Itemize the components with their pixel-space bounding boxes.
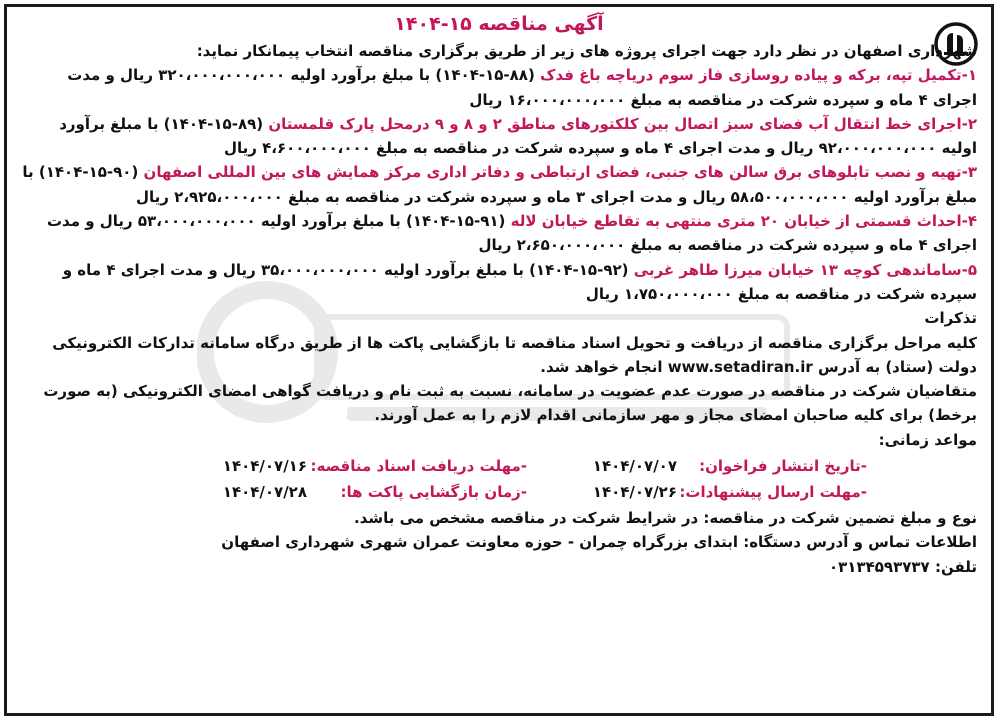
project-heading-5: ۵-ساماندهی کوچه ۱۳ خیابان میرزا طاهر غربی — [633, 260, 977, 279]
phone-text: تلفن: ۰۳۱۳۴۵۹۳۷۳۷ — [829, 557, 977, 576]
ad-content — [21, 11, 977, 579]
schedule-row-1 — [21, 454, 977, 480]
project-heading-2: ۲-اجرای خط انتقال آب فضای سبز اتصال بین کلکتورهای مناطق ۲ و ۸ و ۹ درمحل پارک قلمستان — [268, 114, 977, 133]
schedule-heading: مواعد زمانی: — [878, 430, 977, 449]
project-body-4: (۹۱-۱۵-۱۴۰۴) با مبلغ برآورد اولیه ۵۳،۰۰۰،۰۰۰،۰۰۰ ریال و مدت اجرای ۴ ماه و سپرده شرکت در مناقصه به مبلغ ۲،۶۵۰،۰۰۰،۰۰۰ ریال — [46, 212, 977, 255]
note-2: متقاضیان شرکت در مناقصه در صورت عدم عضویت در سامانه، نسبت به ثبت نام و دریافت گواهی امضای الکترونیکی (به صورت برخط) برای کلیه صاحبان امضای مجاز و مهر سازمانی اقدام لازم را به عمل آورند. — [43, 382, 977, 425]
opening-time-value: ۱۴۰۴/۰۷/۲۸ — [222, 483, 307, 502]
opening-time-label: -زمان بازگشایی پاکت ها: — [340, 483, 527, 502]
guarantee-text: نوع و مبلغ تضمین شرکت در مناقصه: در شرایط شرکت در مناقصه مشخص می باشد. — [353, 509, 977, 528]
ad-title: آگهی مناقصه ۱۵-۱۴۰۴ — [394, 13, 604, 35]
project-item-2 — [21, 112, 977, 161]
project-heading-3: ۳-تهیه و نصب تابلوهای برق سالن های جنبی، فضای ارتباطی و دفاتر اداری مرکز همایش های بین المللی اصفهان — [143, 163, 977, 182]
publish-date-value: ۱۴۰۴/۰۷/۰۷ — [592, 457, 677, 476]
publish-date-label: -تاریخ انتشار فراخوان: — [699, 457, 867, 476]
schedule-row-2 — [21, 480, 977, 506]
docs-deadline-value: ۱۴۰۴/۰۷/۱۶ — [222, 457, 307, 476]
schedule-table — [21, 454, 977, 506]
project-body-1: (۸۸-۱۵-۱۴۰۴) با مبلغ برآورد اولیه ۳۲۰،۰۰۰،۰۰۰،۰۰۰ ریال و مدت اجرای ۴ ماه و سپرده شرکت در مناقصه به مبلغ ۱۶،۰۰۰،۰۰۰،۰۰۰ ریال — [67, 66, 977, 109]
note-1: کلیه مراحل برگزاری مناقصه از دریافت و تحویل اسناد مناقصه تا بازگشایی پاکت ها از طریق درگاه سامانه تدارکات الکترونیکی دولت (ستاد) به آدرس www.setadiran.ir انجام خواهد شد. — [52, 333, 977, 376]
project-item-4 — [21, 209, 977, 258]
ad-frame — [4, 4, 994, 716]
notes-heading: تذکرات — [924, 309, 977, 328]
project-body-5: (۹۲-۱۵-۱۴۰۴) با مبلغ برآورد اولیه ۳۵،۰۰۰،۰۰۰،۰۰۰ ریال و مدت اجرای ۴ ماه و سپرده شرکت در مناقصه به مبلغ ۱،۷۵۰،۰۰۰،۰۰۰ ریال — [62, 260, 977, 303]
intro-text: شهرداری اصفهان در نظر دارد جهت اجرای پروژه های زیر از طریق برگزاری مناقصه انتخاب پیمانکار نماید: — [196, 42, 977, 60]
project-heading-4: ۴-احداث قسمتی از خیابان ۲۰ متری منتهی به تقاطع خیابان لاله — [510, 212, 977, 231]
project-body-3: (۹۰-۱۵-۱۴۰۴) با مبلغ برآورد اولیه ۵۸،۵۰۰،۰۰۰،۰۰۰ ریال و مدت اجرای ۳ ماه و سپرده شرکت در مناقصه به مبلغ ۲،۹۲۵،۰۰۰،۰۰۰ ریال — [22, 163, 977, 206]
submit-deadline-label: -مهلت ارسال پیشنهادات: — [679, 483, 867, 502]
contact-text: اطلاعات تماس و آدرس دستگاه: ابتدای بزرگراه چمران - حوزه معاونت عمران شهری شهرداری اصفهان — [221, 533, 977, 552]
project-body-2: (۸۹-۱۵-۱۴۰۴) با مبلغ برآورد اولیه ۹۲،۰۰۰،۰۰۰،۰۰۰ ریال و مدت اجرای ۴ ماه و سپرده شرکت در مناقصه به مبلغ ۴،۶۰۰،۰۰۰،۰۰۰ ریال — [59, 114, 977, 158]
project-item-3 — [21, 160, 977, 209]
docs-deadline-label: -مهلت دریافت اسناد مناقصه: — [310, 457, 527, 476]
project-item-1 — [21, 63, 977, 112]
project-item-5 — [21, 258, 977, 307]
submit-deadline-value: ۱۴۰۴/۰۷/۲۶ — [592, 483, 677, 502]
project-heading-1: ۱-تکمیل تپه، برکه و پیاده روسازی فاز سوم دریاچه باغ فدک — [540, 66, 977, 85]
